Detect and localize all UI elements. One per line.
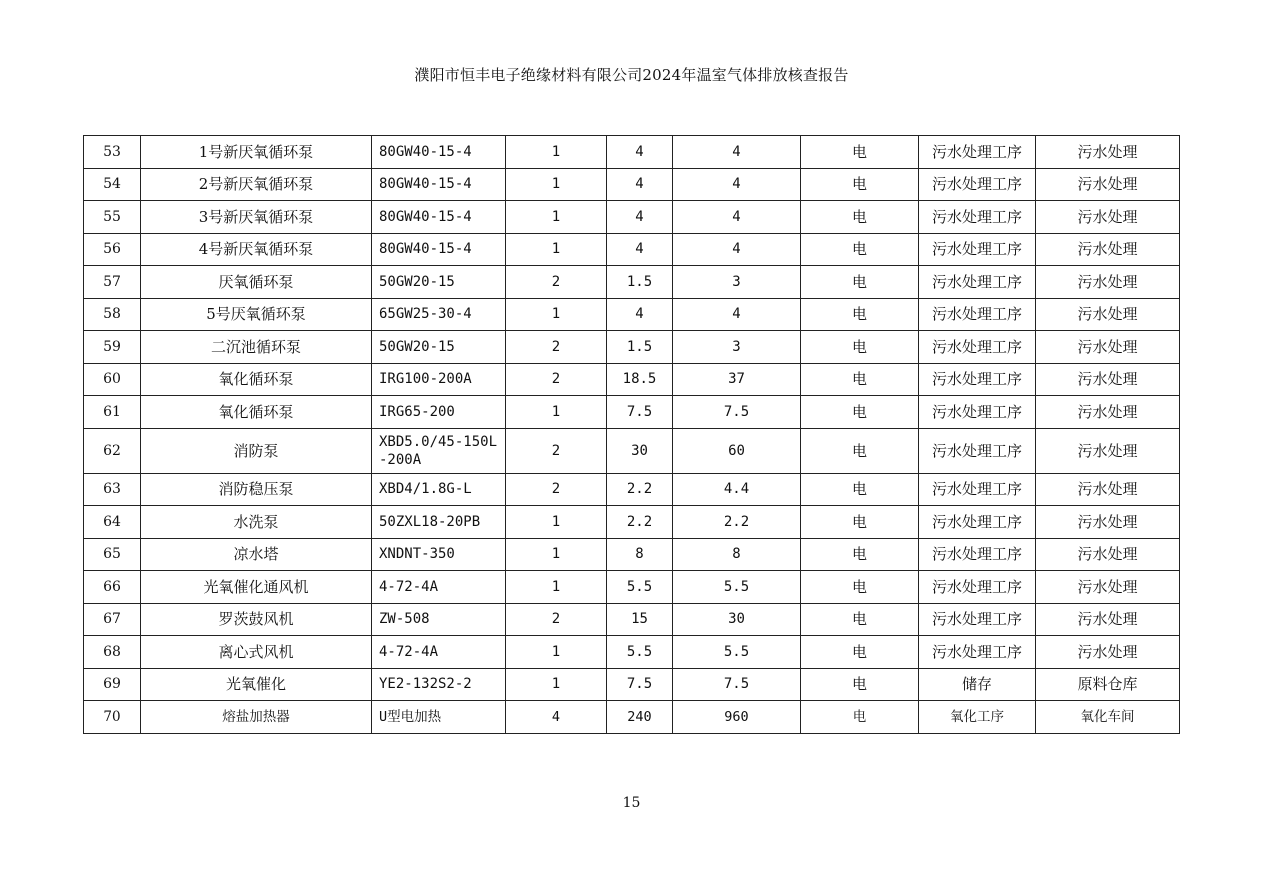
cell-energy-type: 电 [801, 168, 919, 201]
cell-process: 污水处理工序 [919, 571, 1036, 604]
cell-energy-type: 电 [801, 538, 919, 571]
cell-quantity: 2 [506, 603, 607, 636]
cell-unit-power: 8 [607, 538, 673, 571]
cell-number: 65 [84, 538, 141, 571]
cell-unit-power: 240 [607, 701, 673, 734]
cell-model: U型电加热 [372, 701, 506, 734]
cell-total-power: 37 [673, 363, 801, 396]
cell-quantity: 2 [506, 428, 607, 473]
cell-equipment-name: 5号厌氧循环泵 [141, 298, 372, 331]
cell-quantity: 1 [506, 298, 607, 331]
cell-location: 污水处理 [1036, 473, 1180, 506]
cell-unit-power: 5.5 [607, 571, 673, 604]
cell-quantity: 1 [506, 396, 607, 429]
cell-total-power: 5.5 [673, 636, 801, 669]
cell-equipment-name: 厌氧循环泵 [141, 266, 372, 299]
cell-total-power: 60 [673, 428, 801, 473]
cell-process: 污水处理工序 [919, 266, 1036, 299]
cell-number: 69 [84, 668, 141, 701]
cell-total-power: 2.2 [673, 506, 801, 539]
cell-process: 污水处理工序 [919, 603, 1036, 636]
table-row [84, 201, 1180, 234]
cell-energy-type: 电 [801, 298, 919, 331]
cell-equipment-name: 氧化循环泵 [141, 363, 372, 396]
cell-process: 污水处理工序 [919, 473, 1036, 506]
cell-number: 67 [84, 603, 141, 636]
cell-quantity: 1 [506, 506, 607, 539]
cell-location: 氧化车间 [1036, 701, 1180, 734]
cell-model: 4-72-4A [372, 571, 506, 604]
equipment-table [83, 135, 1180, 734]
cell-equipment-name: 1号新厌氧循环泵 [141, 136, 372, 169]
cell-quantity: 2 [506, 331, 607, 364]
cell-number: 61 [84, 396, 141, 429]
table-row [84, 266, 1180, 299]
table-row [84, 396, 1180, 429]
table-row [84, 136, 1180, 169]
cell-unit-power: 4 [607, 298, 673, 331]
cell-model: ZW-508 [372, 603, 506, 636]
cell-quantity: 1 [506, 668, 607, 701]
cell-number: 66 [84, 571, 141, 604]
cell-equipment-name: 二沉池循环泵 [141, 331, 372, 364]
cell-process: 污水处理工序 [919, 298, 1036, 331]
cell-number: 59 [84, 331, 141, 364]
cell-energy-type: 电 [801, 266, 919, 299]
page-number: 15 [622, 795, 641, 811]
cell-unit-power: 4 [607, 233, 673, 266]
cell-equipment-name: 4号新厌氧循环泵 [141, 233, 372, 266]
cell-energy-type: 电 [801, 701, 919, 734]
cell-process: 污水处理工序 [919, 396, 1036, 429]
cell-energy-type: 电 [801, 571, 919, 604]
cell-unit-power: 4 [607, 136, 673, 169]
cell-energy-type: 电 [801, 428, 919, 473]
cell-energy-type: 电 [801, 363, 919, 396]
cell-equipment-name: 光氧催化 [141, 668, 372, 701]
cell-energy-type: 电 [801, 603, 919, 636]
cell-equipment-name: 3号新厌氧循环泵 [141, 201, 372, 234]
cell-location: 污水处理 [1036, 168, 1180, 201]
cell-model: 80GW40-15-4 [372, 168, 506, 201]
cell-quantity: 1 [506, 538, 607, 571]
cell-location: 污水处理 [1036, 538, 1180, 571]
cell-number: 70 [84, 701, 141, 734]
cell-equipment-name: 水洗泵 [141, 506, 372, 539]
cell-model: 50GW20-15 [372, 266, 506, 299]
cell-process: 污水处理工序 [919, 636, 1036, 669]
table-row [84, 506, 1180, 539]
table-row [84, 233, 1180, 266]
cell-model: XBD5.0/45-150L-200A [372, 428, 506, 473]
cell-number: 58 [84, 298, 141, 331]
cell-model: IRG65-200 [372, 396, 506, 429]
cell-energy-type: 电 [801, 636, 919, 669]
cell-number: 55 [84, 201, 141, 234]
cell-number: 53 [84, 136, 141, 169]
table-row [84, 168, 1180, 201]
cell-model: IRG100-200A [372, 363, 506, 396]
cell-quantity: 1 [506, 571, 607, 604]
cell-model: 50GW20-15 [372, 331, 506, 364]
cell-location: 原料仓库 [1036, 668, 1180, 701]
cell-quantity: 4 [506, 701, 607, 734]
cell-number: 68 [84, 636, 141, 669]
cell-quantity: 1 [506, 136, 607, 169]
cell-energy-type: 电 [801, 201, 919, 234]
cell-total-power: 3 [673, 266, 801, 299]
cell-number: 64 [84, 506, 141, 539]
cell-location: 污水处理 [1036, 201, 1180, 234]
cell-total-power: 4.4 [673, 473, 801, 506]
cell-number: 63 [84, 473, 141, 506]
cell-energy-type: 电 [801, 473, 919, 506]
cell-model: 50ZXL18-20PB [372, 506, 506, 539]
cell-equipment-name: 光氧催化通风机 [141, 571, 372, 604]
cell-energy-type: 电 [801, 331, 919, 364]
cell-quantity: 1 [506, 636, 607, 669]
cell-number: 62 [84, 428, 141, 473]
report-title: 濮阳市恒丰电子绝缘材料有限公司2024年温室气体排放核查报告 [414, 66, 849, 84]
table-row [84, 428, 1180, 473]
cell-process: 污水处理工序 [919, 506, 1036, 539]
table-row [84, 571, 1180, 604]
cell-model: YE2-132S2-2 [372, 668, 506, 701]
cell-number: 56 [84, 233, 141, 266]
cell-process: 污水处理工序 [919, 363, 1036, 396]
cell-process: 污水处理工序 [919, 201, 1036, 234]
cell-unit-power: 18.5 [607, 363, 673, 396]
cell-unit-power: 7.5 [607, 396, 673, 429]
cell-location: 污水处理 [1036, 266, 1180, 299]
cell-number: 54 [84, 168, 141, 201]
cell-unit-power: 4 [607, 201, 673, 234]
cell-location: 污水处理 [1036, 298, 1180, 331]
cell-location: 污水处理 [1036, 636, 1180, 669]
page-header [0, 64, 1263, 85]
table-row [84, 603, 1180, 636]
table-row [84, 636, 1180, 669]
cell-location: 污水处理 [1036, 363, 1180, 396]
cell-equipment-name: 离心式风机 [141, 636, 372, 669]
cell-energy-type: 电 [801, 136, 919, 169]
cell-quantity: 2 [506, 473, 607, 506]
table-row [84, 668, 1180, 701]
cell-energy-type: 电 [801, 396, 919, 429]
cell-unit-power: 4 [607, 168, 673, 201]
cell-unit-power: 1.5 [607, 331, 673, 364]
table-row [84, 298, 1180, 331]
cell-total-power: 5.5 [673, 571, 801, 604]
cell-process: 污水处理工序 [919, 136, 1036, 169]
cell-process: 污水处理工序 [919, 331, 1036, 364]
cell-total-power: 4 [673, 136, 801, 169]
cell-location: 污水处理 [1036, 331, 1180, 364]
cell-number: 57 [84, 266, 141, 299]
cell-unit-power: 1.5 [607, 266, 673, 299]
cell-quantity: 1 [506, 168, 607, 201]
table-row [84, 473, 1180, 506]
cell-equipment-name: 2号新厌氧循环泵 [141, 168, 372, 201]
cell-location: 污水处理 [1036, 233, 1180, 266]
cell-model: XNDNT-350 [372, 538, 506, 571]
cell-quantity: 2 [506, 363, 607, 396]
cell-equipment-name: 熔盐加热器 [141, 701, 372, 734]
cell-location: 污水处理 [1036, 428, 1180, 473]
cell-equipment-name: 氧化循环泵 [141, 396, 372, 429]
cell-process: 污水处理工序 [919, 168, 1036, 201]
cell-total-power: 30 [673, 603, 801, 636]
cell-location: 污水处理 [1036, 506, 1180, 539]
cell-equipment-name: 罗茨鼓风机 [141, 603, 372, 636]
cell-model: XBD4/1.8G-L [372, 473, 506, 506]
cell-unit-power: 30 [607, 428, 673, 473]
cell-location: 污水处理 [1036, 603, 1180, 636]
cell-unit-power: 2.2 [607, 473, 673, 506]
cell-unit-power: 15 [607, 603, 673, 636]
cell-location: 污水处理 [1036, 396, 1180, 429]
cell-energy-type: 电 [801, 506, 919, 539]
cell-energy-type: 电 [801, 233, 919, 266]
cell-process: 污水处理工序 [919, 428, 1036, 473]
cell-total-power: 7.5 [673, 396, 801, 429]
cell-model: 80GW40-15-4 [372, 201, 506, 234]
cell-equipment-name: 消防稳压泵 [141, 473, 372, 506]
cell-process: 污水处理工序 [919, 233, 1036, 266]
cell-total-power: 4 [673, 201, 801, 234]
cell-energy-type: 电 [801, 668, 919, 701]
cell-total-power: 7.5 [673, 668, 801, 701]
cell-process: 储存 [919, 668, 1036, 701]
table-row [84, 701, 1180, 734]
cell-model: 80GW40-15-4 [372, 136, 506, 169]
table-row [84, 538, 1180, 571]
cell-total-power: 8 [673, 538, 801, 571]
cell-equipment-name: 消防泵 [141, 428, 372, 473]
cell-model: 65GW25-30-4 [372, 298, 506, 331]
table-row [84, 363, 1180, 396]
cell-process: 氧化工序 [919, 701, 1036, 734]
cell-total-power: 3 [673, 331, 801, 364]
cell-location: 污水处理 [1036, 136, 1180, 169]
cell-total-power: 4 [673, 298, 801, 331]
cell-process: 污水处理工序 [919, 538, 1036, 571]
cell-quantity: 1 [506, 233, 607, 266]
cell-model: 80GW40-15-4 [372, 233, 506, 266]
cell-total-power: 4 [673, 168, 801, 201]
cell-equipment-name: 凉水塔 [141, 538, 372, 571]
cell-quantity: 2 [506, 266, 607, 299]
cell-unit-power: 2.2 [607, 506, 673, 539]
cell-total-power: 4 [673, 233, 801, 266]
table-body [84, 136, 1180, 734]
cell-model: 4-72-4A [372, 636, 506, 669]
cell-quantity: 1 [506, 201, 607, 234]
cell-unit-power: 7.5 [607, 668, 673, 701]
cell-location: 污水处理 [1036, 571, 1180, 604]
cell-total-power: 960 [673, 701, 801, 734]
table-row [84, 331, 1180, 364]
cell-unit-power: 5.5 [607, 636, 673, 669]
cell-number: 60 [84, 363, 141, 396]
